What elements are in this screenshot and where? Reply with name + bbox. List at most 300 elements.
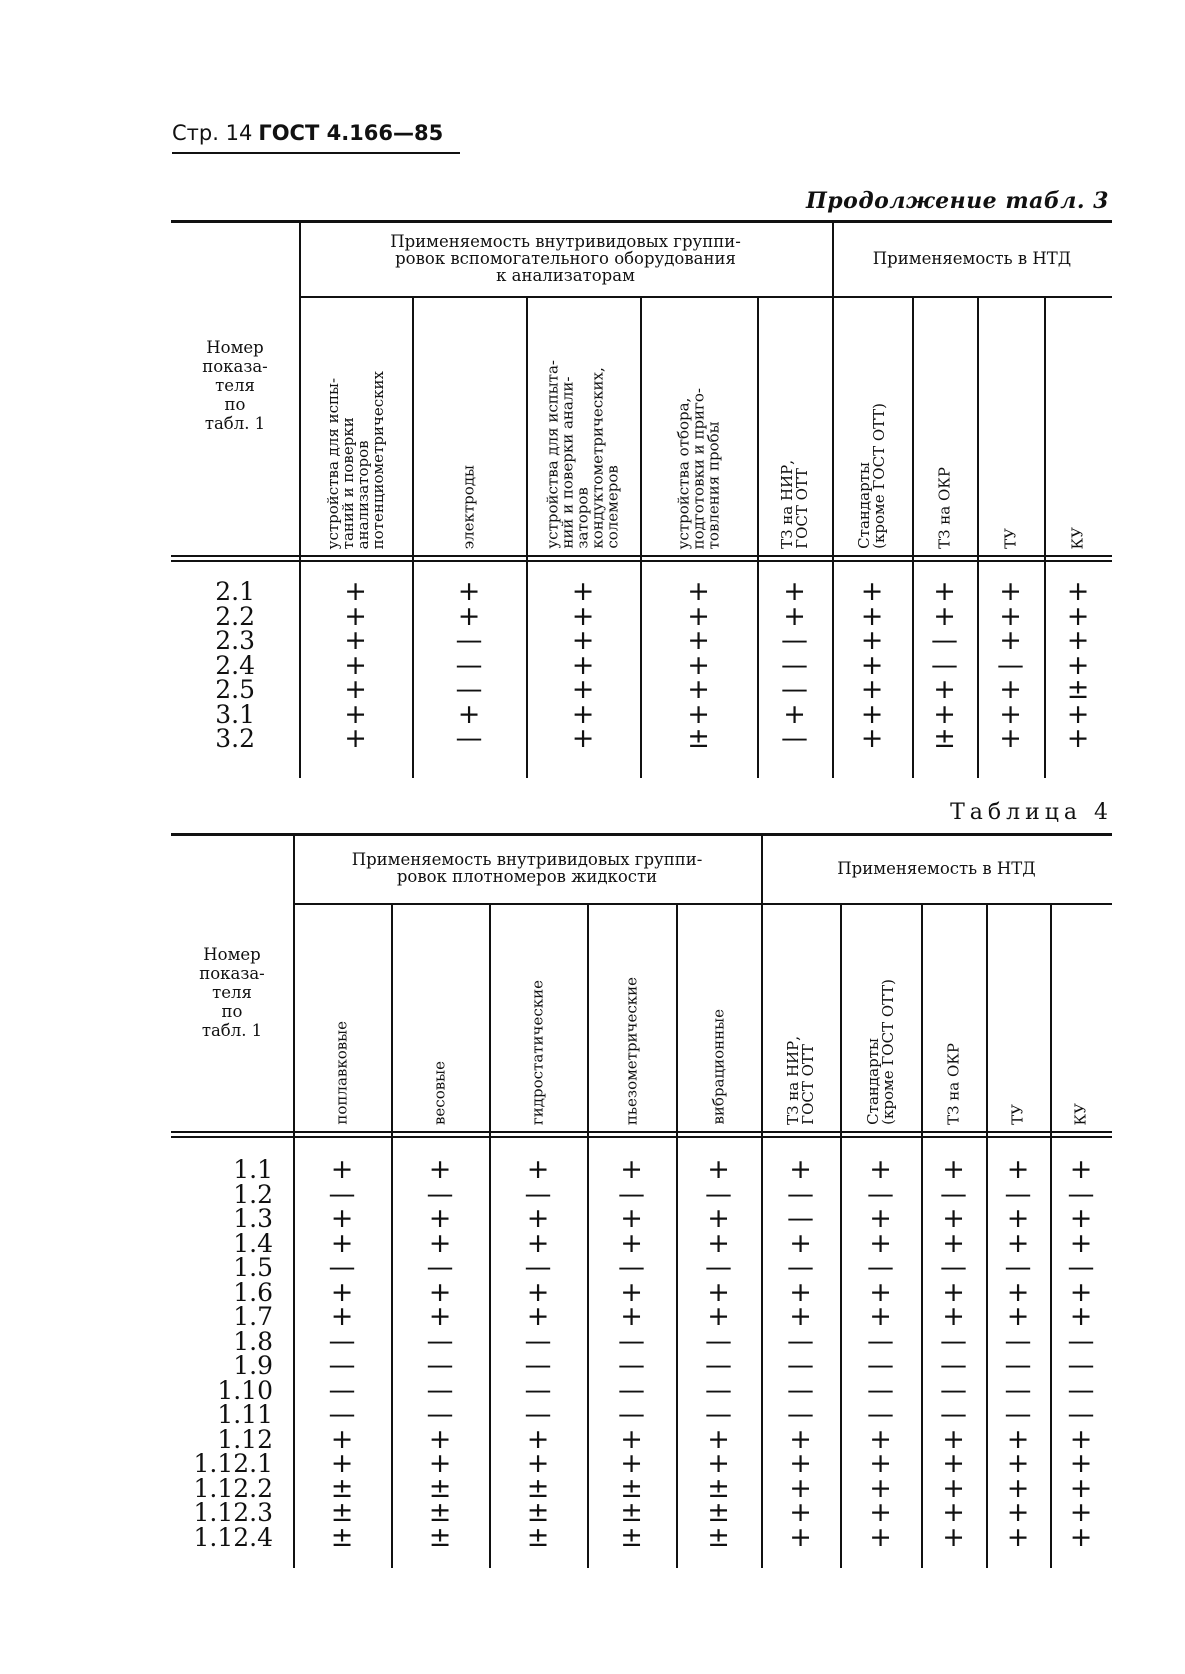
table3-mark: + [933, 698, 956, 730]
table3-mark-column [640, 576, 757, 754]
table4-column-header [489, 905, 587, 1129]
table4-mark: — [328, 1399, 356, 1430]
table4-mark: + [620, 1203, 643, 1234]
table4-mark: — [705, 1252, 732, 1283]
table4-mark: + [1006, 1154, 1030, 1185]
table3-row-number: 2.1 [215, 577, 255, 606]
table3-mark: — [931, 625, 958, 656]
table4-column-header-label: ТЗ на ОКР [944, 1043, 962, 1125]
table4-row-number: 1.5 [233, 1253, 273, 1282]
table3-mark: + [999, 625, 1022, 656]
table4-group-ntd: Применяемость в НТД [837, 858, 1036, 878]
table4-mark: + [1069, 1423, 1093, 1455]
table4-mark: — [867, 1399, 894, 1430]
table4-mark: — [1067, 1178, 1095, 1210]
table4-mark: — [618, 1374, 645, 1406]
table4-mark: + [1006, 1301, 1030, 1332]
table3-caption: Продолжение табл. 3 [806, 188, 1109, 214]
table4-mark: — [867, 1374, 894, 1406]
table3-mark: + [344, 625, 367, 656]
table3 [171, 220, 1112, 778]
table4-row-number: 1.10 [217, 1375, 273, 1405]
table3-mark: + [860, 674, 884, 705]
table4-mark: — [787, 1203, 814, 1234]
table3-mark: + [687, 674, 710, 705]
table3-row-number: 2.2 [215, 601, 255, 631]
table3-mark: — [997, 649, 1024, 681]
table3-row-header: Номер показа- теля по табл. 1 [202, 338, 268, 433]
table4-mark: + [620, 1423, 643, 1455]
table3-mark: + [571, 698, 595, 730]
table4-mark: + [1006, 1203, 1030, 1234]
table3-row-number: 2.3 [215, 626, 255, 655]
table4-mark: + [1069, 1448, 1093, 1479]
table3-mark: — [931, 649, 958, 681]
table4-row-number: 1.11 [217, 1400, 273, 1429]
table3-mark: + [344, 723, 367, 754]
table4-mark: + [526, 1154, 550, 1185]
table4-mark: — [1067, 1325, 1095, 1357]
table4-mark: — [787, 1350, 814, 1381]
table4-mark-column [840, 1154, 921, 1553]
table4-mark-column [1050, 1154, 1112, 1553]
table4-row-numbers [171, 1155, 273, 1552]
table3-mark: + [999, 600, 1022, 632]
table4-mark: — [867, 1325, 894, 1357]
table4-column-header-label: весовые [430, 1060, 449, 1125]
table4-mark: + [869, 1154, 892, 1185]
table4-mark: + [1069, 1472, 1093, 1504]
table4-mark: — [618, 1325, 645, 1357]
table4-head-rule-1 [171, 1131, 1112, 1133]
table4-mark: + [789, 1154, 812, 1185]
table4-group-applicability: Применяемость внутривидовых группи- ровок плотномеров жидкости [351, 850, 703, 886]
table4-row-header: Номер показа- теля по табл. 1 [199, 945, 265, 1040]
table3-mark-column [912, 576, 977, 754]
table4-mark: + [707, 1423, 730, 1455]
table3-column-header-label: ТУ [1001, 528, 1019, 549]
table4-mark: + [942, 1276, 965, 1308]
table4-mark: — [705, 1178, 732, 1210]
table4-column-header [840, 905, 921, 1129]
table4-mark: ± [330, 1521, 354, 1553]
table4-mark: — [705, 1399, 732, 1430]
table4-mark: — [867, 1350, 894, 1381]
table4-mark: — [787, 1325, 814, 1357]
table3-mark: + [1066, 723, 1090, 754]
table4-mark: + [620, 1227, 643, 1259]
table4-mark: — [867, 1178, 894, 1210]
table4-column-header [986, 905, 1050, 1129]
table3-mark: — [455, 723, 483, 754]
table4-mark: + [942, 1472, 965, 1504]
table4-mark: + [869, 1203, 892, 1234]
table3-column-header [912, 298, 977, 553]
table4-mark: — [940, 1178, 967, 1210]
table4-mark: — [787, 1374, 814, 1406]
table3-group-ntd: Применяемость в НТД [872, 248, 1072, 268]
table3-mark: + [344, 674, 367, 705]
table4-mark: + [330, 1423, 354, 1455]
table4-mark: + [428, 1423, 452, 1455]
table4-column-header-label: вибрационные [709, 1009, 727, 1125]
table4-row-number: 1.12.4 [193, 1522, 273, 1552]
table4-mark: + [869, 1423, 892, 1455]
table3-mark-column [1044, 576, 1112, 754]
table4-mark: + [869, 1521, 892, 1553]
table4-mark: — [940, 1252, 967, 1283]
table4-mark: — [940, 1399, 967, 1430]
table4-row-number: 1.12 [217, 1424, 273, 1454]
table4-mark: — [618, 1350, 645, 1381]
table4-mark: + [330, 1448, 354, 1479]
table3-mark: + [571, 723, 595, 754]
table3-mark: + [999, 723, 1022, 754]
table4-mark: ± [526, 1472, 550, 1504]
table4-mark: ± [707, 1472, 730, 1504]
table3-mark: + [933, 600, 956, 632]
table4-mark: — [328, 1374, 356, 1406]
table3-mark: + [1066, 600, 1090, 632]
table4-column-header [761, 905, 840, 1129]
table3-column-header-label: ТЗ на НИР, ГОСТ ОТТ [777, 460, 811, 549]
table4-mark: + [942, 1154, 965, 1185]
table3-mark: — [781, 723, 808, 754]
table4-mark: ± [620, 1472, 643, 1504]
table4-mark: + [1069, 1497, 1093, 1528]
table4-mark: ± [428, 1472, 452, 1504]
table4-mark: — [705, 1374, 732, 1406]
table4-mark: ± [526, 1521, 550, 1553]
table4-row-number: 1.6 [233, 1277, 273, 1307]
table4-row-number: 1.9 [233, 1351, 273, 1380]
table3-mark: + [457, 576, 481, 607]
table4-mark: — [328, 1252, 356, 1283]
table3-mark: + [687, 649, 710, 681]
table4-mark: — [328, 1325, 356, 1357]
table4-mark: — [787, 1399, 814, 1430]
table4-mark: — [1004, 1325, 1032, 1357]
table4-mark: ± [330, 1472, 354, 1504]
table4-mark: — [618, 1178, 645, 1210]
table4-mark: + [1069, 1521, 1093, 1553]
table4-column-header-label: гидростатические [528, 979, 547, 1125]
table4-mark: + [428, 1276, 452, 1308]
table3-mark: + [860, 625, 884, 656]
table4-column-header-label: Стандарты (кроме ГОСТ ОТТ) [863, 979, 897, 1125]
table3-column-header [832, 298, 912, 553]
table3-column-header-label: Стандарты (кроме ГОСТ ОТТ) [855, 403, 888, 549]
table4-mark: — [618, 1252, 645, 1283]
table4-row-number: 1.12.1 [193, 1449, 273, 1478]
table4-mark-column [293, 1154, 391, 1553]
table4-mark: + [620, 1276, 643, 1308]
table4-mark: + [789, 1448, 812, 1479]
table4-mark: + [330, 1203, 354, 1234]
table3-column-header-label: ТЗ на ОКР [935, 467, 953, 549]
table3-mark: + [344, 600, 367, 632]
table4-mark: — [328, 1350, 356, 1381]
table3-mark: + [860, 698, 884, 730]
table3-column-header [640, 298, 757, 553]
table4-column-header [921, 905, 986, 1129]
table3-mark: + [687, 576, 710, 607]
table3-mark-column [977, 576, 1044, 754]
table4-column-header-label: КУ [1071, 1102, 1090, 1125]
table4-mark: + [707, 1203, 730, 1234]
table3-mark: + [860, 600, 884, 632]
table4-mark: — [787, 1178, 814, 1210]
table3-column-header [1044, 298, 1112, 553]
table3-mark: ± [1066, 674, 1090, 705]
table3-mark: + [344, 698, 367, 730]
table4-mark: — [940, 1350, 967, 1381]
table3-mark: — [781, 649, 808, 681]
table4-mark: + [620, 1448, 643, 1479]
table4-mark: + [620, 1301, 643, 1332]
table3-row-number: 2.5 [215, 675, 255, 704]
table3-column-header [977, 298, 1044, 553]
table4-mark: + [526, 1448, 550, 1479]
table4-mark: + [942, 1227, 965, 1259]
table3-mark-column [832, 576, 912, 754]
table4-mark: — [524, 1252, 552, 1283]
table4-mark: + [707, 1301, 730, 1332]
table4-mark: — [426, 1325, 454, 1357]
standard-designation: ГОСТ 4.166—85 [258, 121, 444, 145]
table4-mark: ± [707, 1521, 730, 1553]
table4-mark: + [428, 1203, 452, 1234]
table3-mark: + [687, 625, 710, 656]
table4-mark: — [426, 1399, 454, 1430]
table4-column-header [1050, 905, 1112, 1129]
table4-mark: — [787, 1252, 814, 1283]
table4-column-header [293, 905, 391, 1129]
table4-mark: + [428, 1301, 452, 1332]
table3-mark: + [687, 698, 710, 730]
table4-mark: + [1006, 1472, 1030, 1504]
table3-mark-column [526, 576, 640, 754]
page-number: Стр. 14 [172, 121, 253, 145]
table3-column-header-label: КУ [1068, 526, 1087, 549]
table4-mark-column [986, 1154, 1050, 1553]
table4-mark: + [942, 1203, 965, 1234]
table4-mark: — [1004, 1178, 1032, 1210]
table4-column-header-label: поплавковые [332, 1021, 351, 1125]
table3-mark: ± [687, 723, 710, 754]
table4-mark: — [867, 1252, 894, 1283]
table3-head-rule-2 [171, 560, 1112, 562]
table3-mark: + [783, 600, 806, 632]
table4-mark: + [1069, 1301, 1093, 1332]
table3-column-header-label: электроды [459, 464, 478, 549]
table4-mark: + [1006, 1497, 1030, 1528]
table4-row-number: 1.1 [233, 1155, 273, 1184]
table3-mark: — [781, 625, 808, 656]
table4-mark: + [869, 1472, 892, 1504]
table3-group-applicability: Применяемость внутривидовых группи- ровок вспомогательного оборудования к анализаторам [390, 231, 741, 285]
table4-mark: + [707, 1154, 730, 1185]
table3-column-header [299, 298, 412, 553]
table4-mark: + [1006, 1276, 1030, 1308]
table3-row-number: 3.2 [215, 724, 255, 753]
table4-mark: — [1067, 1252, 1095, 1283]
table3-row-numbers [171, 577, 255, 753]
table4-column-header [676, 905, 761, 1129]
running-head [172, 118, 460, 154]
table3-mark: — [455, 625, 483, 656]
table4-row-number: 1.8 [233, 1326, 273, 1356]
table3-row-number: 2.4 [215, 650, 255, 680]
table3-mark: + [933, 576, 956, 607]
table4-mark-column [921, 1154, 986, 1553]
table4-mark: — [1004, 1252, 1032, 1283]
table3-mark-column [757, 576, 832, 754]
table4-mark: — [940, 1374, 967, 1406]
table4-mark: + [330, 1276, 354, 1308]
table4-mark: + [789, 1472, 812, 1504]
table4-mark: ± [428, 1497, 452, 1528]
table3-mark: + [571, 625, 595, 656]
table4-mark: + [526, 1227, 550, 1259]
table3-column-header-label: устройства для испыта- ний и поверки анали- заторов кондуктометрических, солемеров [543, 360, 622, 549]
table4-row-number: 1.3 [233, 1204, 273, 1233]
table4-mark: — [1004, 1374, 1032, 1406]
table3-mark: — [781, 674, 808, 705]
table4-mark: — [328, 1178, 356, 1210]
table4-mark: + [526, 1423, 550, 1455]
table3-mark: + [860, 723, 884, 754]
table4-caption: Таблица 4 [950, 800, 1113, 825]
table4-mark: ± [620, 1497, 643, 1528]
table3-head-rule-1 [171, 555, 1112, 557]
table4-column-header-label: пьезометрические [622, 976, 640, 1125]
table4-row-number: 1.4 [233, 1228, 273, 1258]
table4-mark: — [1004, 1350, 1032, 1381]
table4-mark-column [489, 1154, 587, 1553]
table4-mark: + [942, 1521, 965, 1553]
table3-mark: ± [933, 723, 956, 754]
table4-mark: + [869, 1497, 892, 1528]
table3-mark-column [299, 576, 412, 754]
table4 [171, 833, 1112, 1568]
table3-mark: + [571, 674, 595, 705]
table3-mark: + [783, 698, 806, 730]
table4-mark: — [426, 1374, 454, 1406]
table4-mark: — [618, 1399, 645, 1430]
table4-mark: + [789, 1301, 812, 1332]
table4-mark: + [526, 1276, 550, 1308]
table4-mark: + [789, 1227, 812, 1259]
table4-row-number: 1.12.2 [193, 1473, 273, 1503]
table4-mark: — [1067, 1374, 1095, 1406]
table4-mark: — [1067, 1399, 1095, 1430]
table4-mark: ± [428, 1521, 452, 1553]
table4-mark: + [942, 1448, 965, 1479]
table4-mark: + [1069, 1154, 1093, 1185]
table4-column-header [587, 905, 676, 1129]
table4-mark: ± [707, 1497, 730, 1528]
table3-mark: + [1066, 698, 1090, 730]
table4-mark: — [1067, 1350, 1095, 1381]
table3-mark: + [783, 576, 806, 607]
table4-mark: + [1006, 1448, 1030, 1479]
table4-row-number: 1.12.3 [193, 1498, 273, 1527]
table3-column-header-label: устройства отбора, подготовки и приго- товления пробы [674, 387, 722, 549]
table4-mark: ± [620, 1521, 643, 1553]
table4-mark: — [705, 1350, 732, 1381]
table4-mark: + [428, 1227, 452, 1259]
table3-mark: — [455, 649, 483, 681]
table4-row-number: 1.7 [233, 1302, 273, 1331]
table4-mark: + [1006, 1423, 1030, 1455]
table4-mark: + [1069, 1203, 1093, 1234]
table3-mark: + [860, 649, 884, 681]
table4-mark: + [1006, 1521, 1030, 1553]
table4-mark: + [707, 1448, 730, 1479]
table3-column-header-label: устройства для испы- таний и поверки анализаторов потенциометрических [323, 370, 387, 549]
table4-mark: + [942, 1497, 965, 1528]
table4-head-rule-2 [171, 1136, 1112, 1138]
table4-mark: — [524, 1399, 552, 1430]
table4-mark: + [789, 1521, 812, 1553]
table4-mark: — [426, 1252, 454, 1283]
table4-mark: + [1006, 1227, 1030, 1259]
table3-mark: + [687, 600, 710, 632]
table4-mark: + [620, 1154, 643, 1185]
table3-mark: + [999, 698, 1022, 730]
table3-mark: + [571, 649, 595, 681]
table4-mark: — [426, 1178, 454, 1210]
table4-row-number: 1.2 [233, 1179, 273, 1209]
table4-mark: — [524, 1374, 552, 1406]
table4-mark: + [526, 1301, 550, 1332]
table4-mark: + [942, 1301, 965, 1332]
table4-mark: — [1004, 1399, 1032, 1430]
table4-mark: + [526, 1203, 550, 1234]
table3-mark: + [999, 674, 1022, 705]
table3-mark: + [933, 674, 956, 705]
table4-mark: — [524, 1178, 552, 1210]
table3-mark: + [1066, 576, 1090, 607]
table4-mark: + [330, 1154, 354, 1185]
table4-column-header-label: ТЗ на НИР, ГОСТ ОТТ [783, 1036, 817, 1125]
table4-mark-column [587, 1154, 676, 1553]
table4-mark-column [761, 1154, 840, 1553]
table4-mark: + [789, 1497, 812, 1528]
table3-mark: — [455, 674, 483, 705]
table4-mark: ± [330, 1497, 354, 1528]
table4-mark-column [391, 1154, 489, 1553]
table3-mark-column [412, 576, 526, 754]
table3-column-header [412, 298, 526, 553]
table3-mark: + [860, 576, 884, 607]
table3-mark: + [1066, 649, 1090, 681]
table4-mark: + [707, 1227, 730, 1259]
table4-mark: + [1069, 1276, 1093, 1308]
table3-mark: + [344, 649, 367, 681]
table4-mark-column [676, 1154, 761, 1553]
table3-row-number: 3.1 [215, 699, 255, 729]
table3-mark: + [1066, 625, 1090, 656]
table3-column-header [526, 298, 640, 553]
table4-mark: — [524, 1325, 552, 1357]
table3-column-header [757, 298, 832, 553]
table4-mark: — [705, 1325, 732, 1357]
table4-mark: — [524, 1350, 552, 1381]
table3-mark: + [999, 576, 1022, 607]
table3-mark: + [571, 576, 595, 607]
